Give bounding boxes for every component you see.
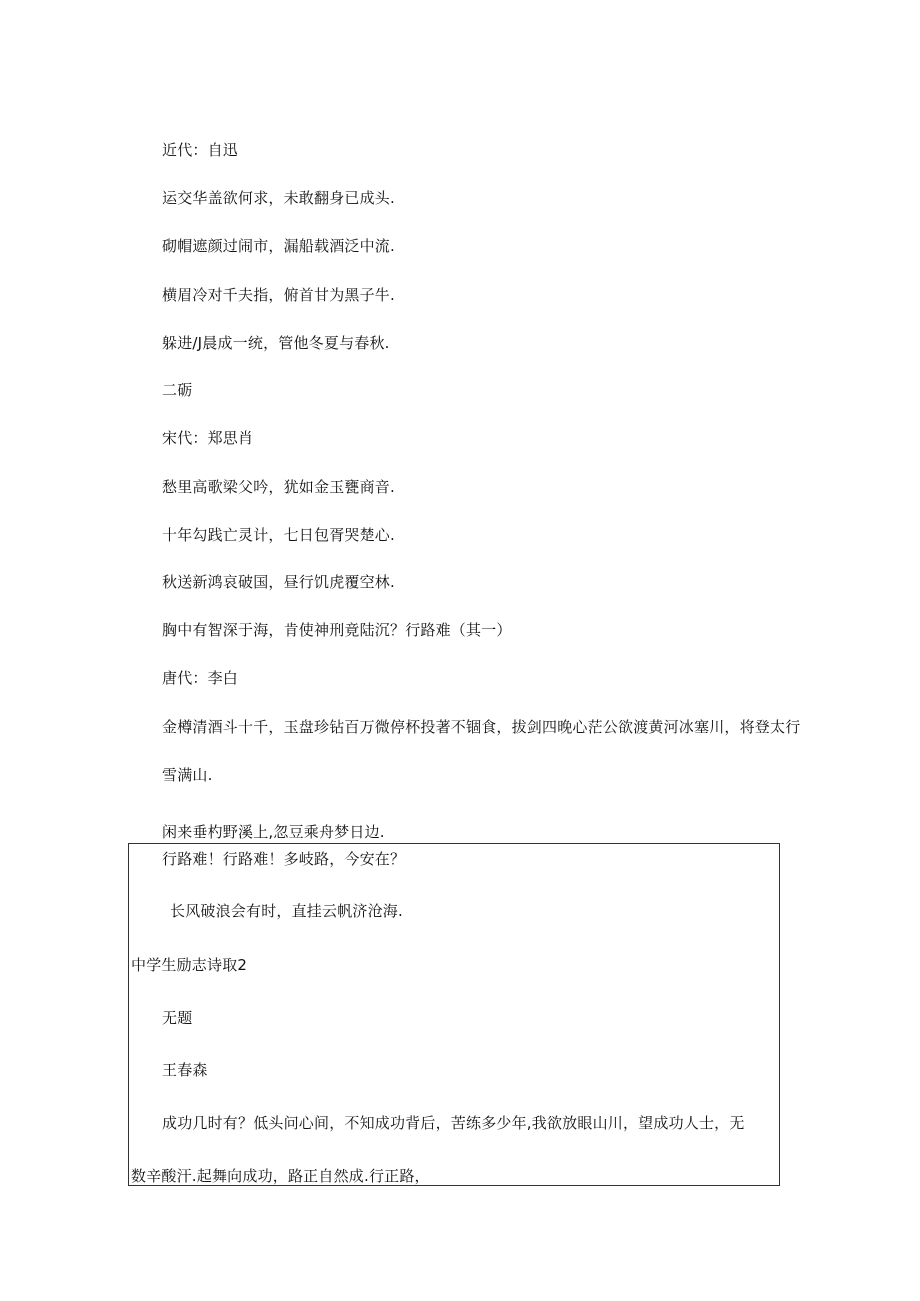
poem-line: 雪满山. [162,766,213,784]
author-line-li-bai: 唐代：李白 [162,669,239,687]
poem-title: 无题 [162,1009,193,1027]
poem-line: 愁里高歌梁父吟，犹如金玉甕商音. [162,478,395,496]
section-heading: 中学生励志诗取2 [131,956,248,974]
author-line-zheng-sixiao: 宋代：郑思肖 [162,429,254,447]
poem-line: 运交华盖欲何求，未敢翻身已成头. [162,189,395,207]
bordered-text-box [128,843,780,1186]
poem-line: 躲进/J晨成一统，管他冬夏与春秋. [162,334,390,352]
author-line-wang-chunsen: 王春森 [162,1061,208,1079]
poem-line: 秋送新鸿哀破国，昼行饥虎覆空林. [162,573,395,591]
poem-line: 横眉冷对千夫指，俯首甘为黑子牛. [162,286,395,304]
poem-line: 十年勾践亡灵计，七日包胥哭楚心. [162,526,395,544]
poem-title: 二砺 [162,381,193,399]
poem-line: 闲来垂杓野溪上,忽豆乘舟梦日边. [162,823,385,841]
poem-line: 胸中有智深于海，肯使神刑竟陆沉？行路难（其一） [162,621,512,639]
poem-line: 行路难！行路难！多岐路，今安在？ [162,850,406,868]
poem-line: 数辛酸汗.起舞向成功，路正自然成.行正路， [131,1167,430,1185]
author-line-lu-xun: 近代：自迅 [162,141,239,159]
poem-line: 成功几时有？低头问心间，不知成功背后，苦练多少年,我欲放眼山川，望成功人士，无 [162,1114,745,1132]
poem-line: 长风破浪会有时，直挂云帆济沧海. [170,902,403,920]
poem-line: 金樽清酒斗十千，玉盘珍钻百万微停杯投著不锢食，拔剑四晚心茫公欲渡黄河冰塞川，将登太行 [162,718,801,736]
poem-line: 砌帽遮颜过闹市，漏船载酒泛中流. [162,237,395,255]
